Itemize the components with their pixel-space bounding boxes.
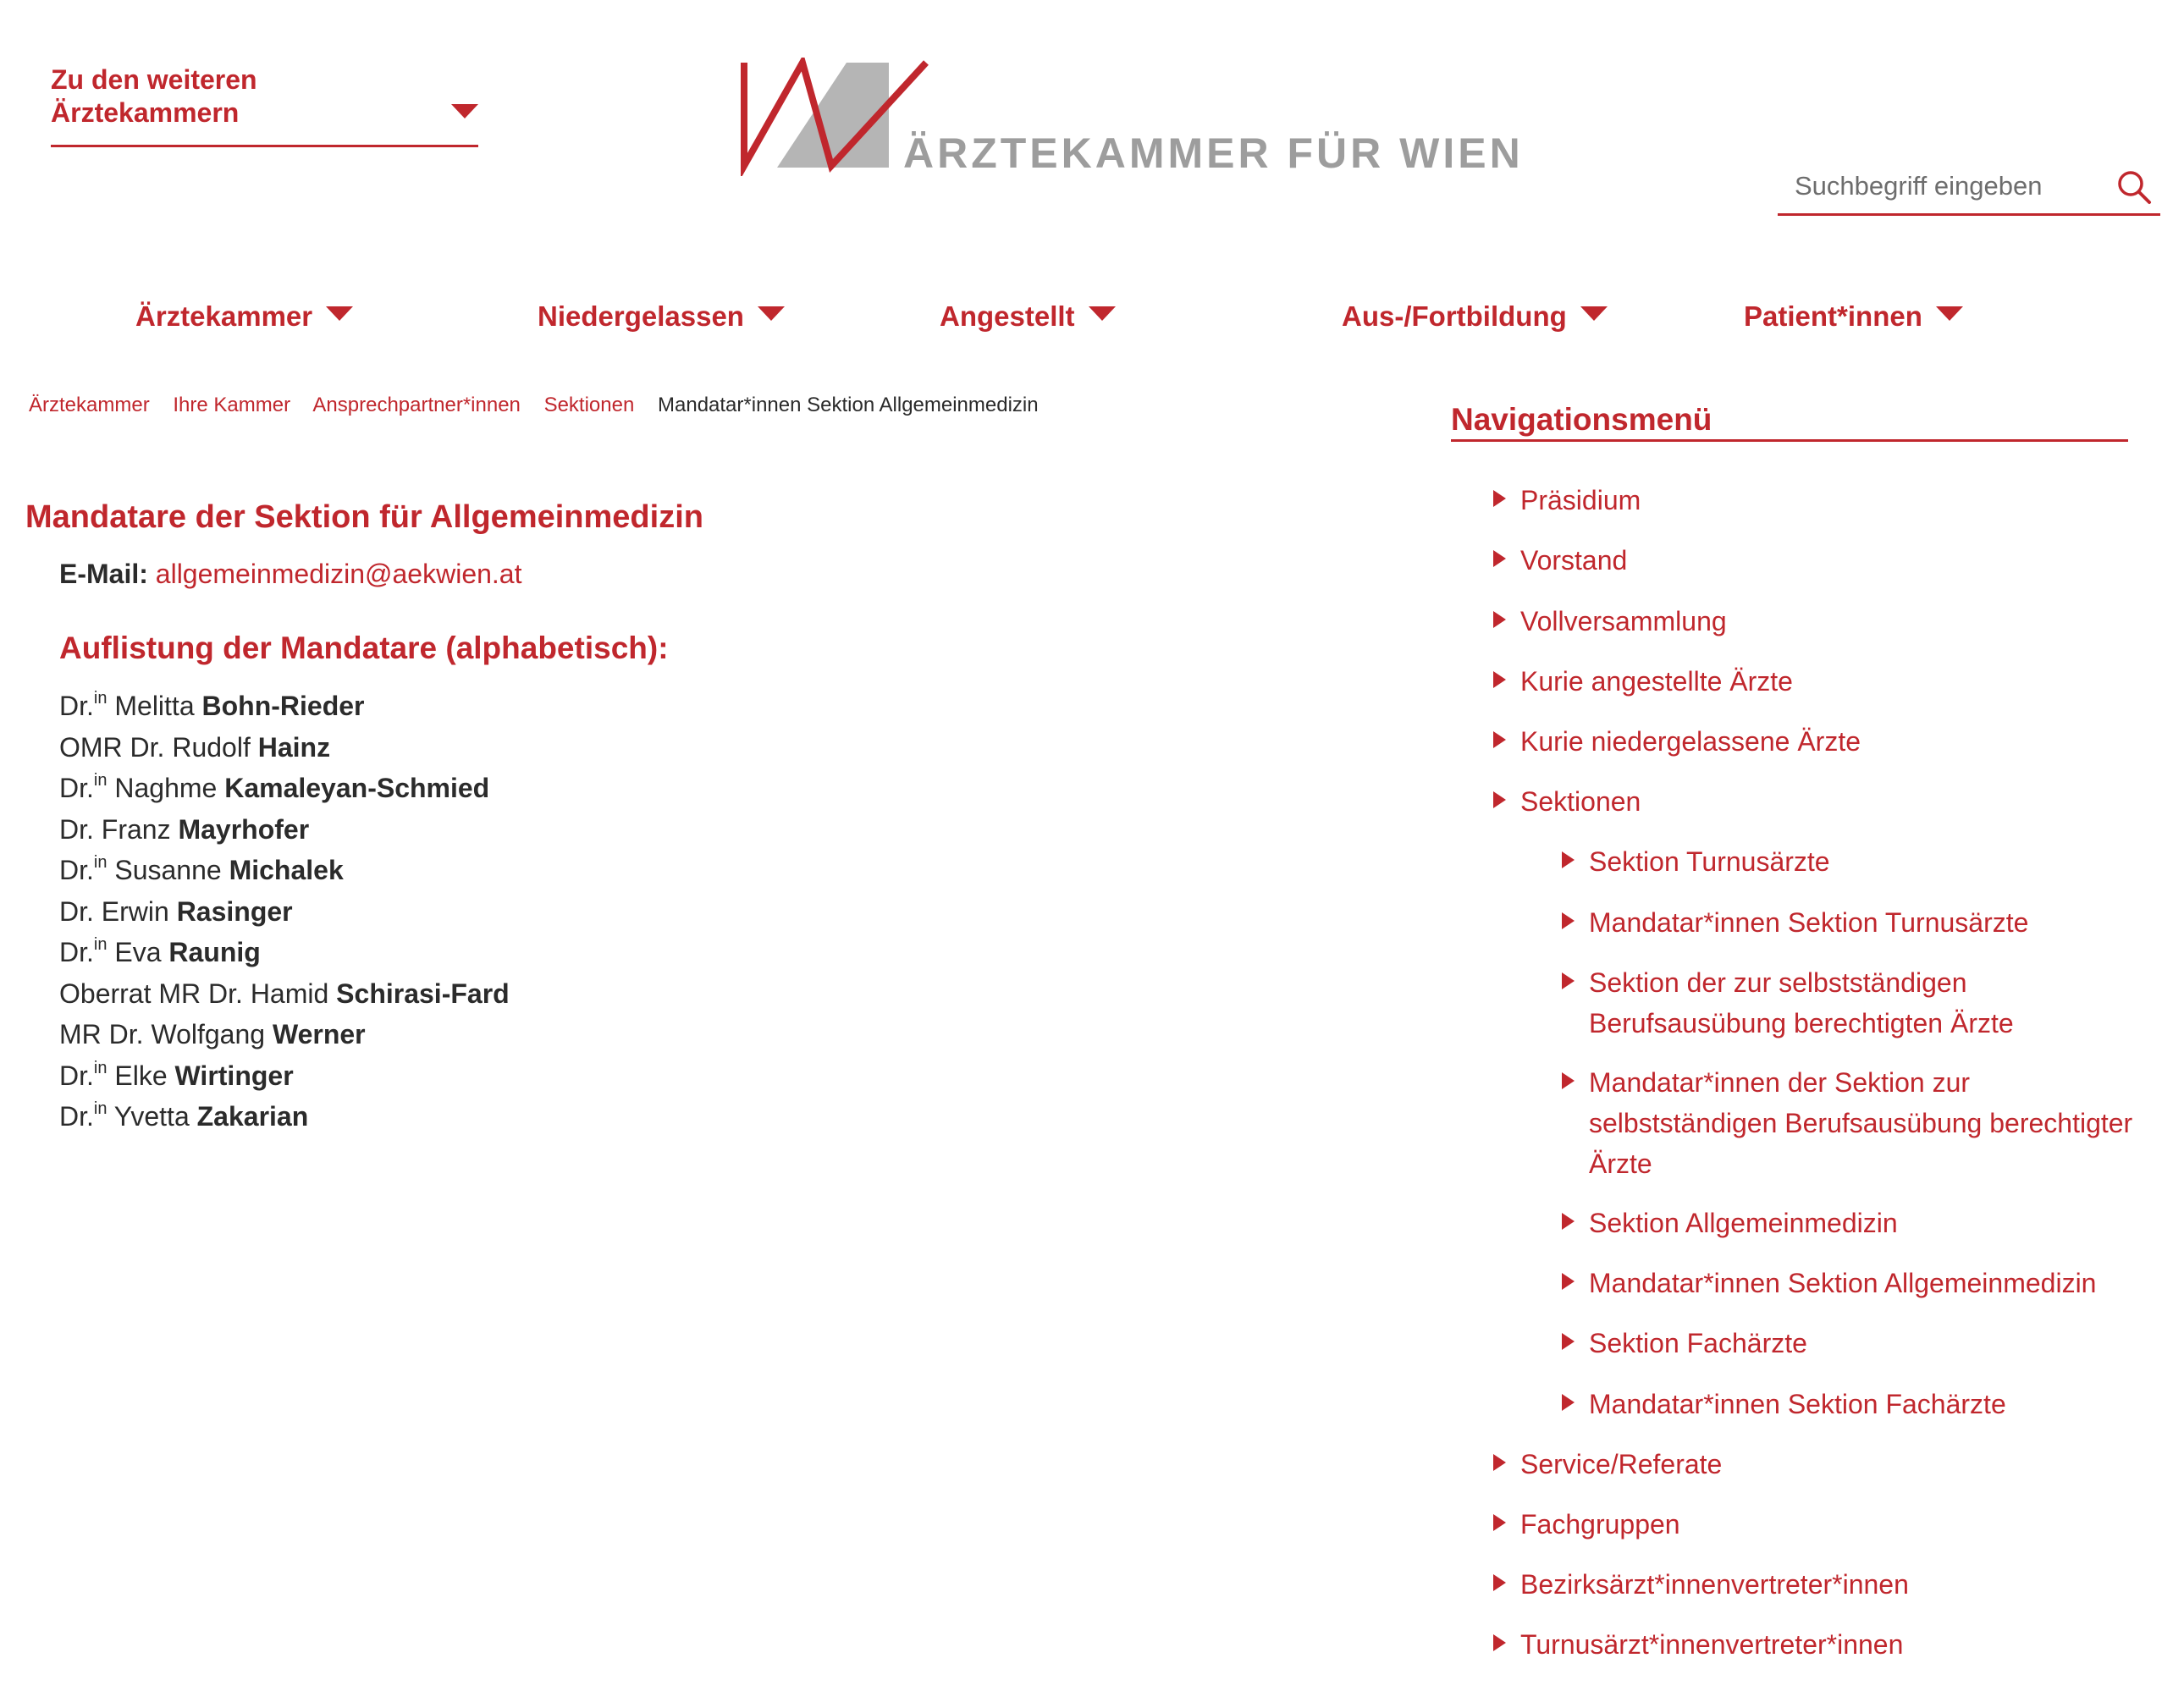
breadcrumb-link-sektionen[interactable]: Sektionen [543,394,635,416]
triangle-right-icon [1562,1333,1575,1350]
triangle-right-icon [1493,550,1506,567]
sidenav-item-sektionen[interactable]: Sektionen [1520,781,1641,822]
nav-item-aus-fortbildung[interactable] [1342,300,1608,341]
chevron-down-icon [1089,306,1116,321]
nav-item-niedergelassen[interactable] [538,300,785,341]
list-item: MR Dr. Wolfgang Werner [59,1019,366,1049]
logo-text: ÄRZTEKAMMER FÜR WIEN [903,129,1524,177]
list-item: Dr.$^{in}$ Naghme Kamaleyan-Schmied [59,771,490,803]
list-item: OMR Dr. Rudolf Hainz [59,731,331,763]
list-item: Dr. Franz Mayrhofer [59,813,310,845]
breadcrumb-link-ansprechpartner[interactable]: Ansprechpartner*innen [312,394,521,416]
list-item: Oberrat MR Dr. Hamid Schirasi-Fard [59,978,510,1009]
list-item: Dr.$^{in}$ Elke Wirtinger [59,1058,294,1091]
breadcrumb-link-aerztekammer[interactable]: Ärztekammer [29,394,150,416]
other-chambers-label: Zu den weiteren Ärztekammern [51,64,257,128]
triangle-right-icon [1562,1213,1575,1230]
breadcrumb-link-ihre-kammer[interactable]: Ihre Kammer [173,394,291,416]
triangle-right-icon [1493,1574,1506,1591]
page-title: Mandatare der Sektion für Allgemeinmedizin [25,499,703,535]
search-icon[interactable] [2116,169,2152,205]
breadcrumb [29,394,1056,417]
nav-item-aerztekammer[interactable] [135,300,353,341]
triangle-right-icon [1493,490,1506,507]
email-link[interactable]: allgemeinmedizin@aekwien.at [155,559,522,589]
sidenav-subitem-mandatare-turnusaerzte[interactable]: Mandatar*innen Sektion Turnusärzte [1589,902,2028,943]
sidenav-item-kurie-angestellte[interactable]: Kurie angestellte Ärzte [1520,661,1793,702]
sidenav-item-fachgruppen[interactable]: Fachgruppen [1520,1504,1680,1545]
sidenav-subitem-mandatare-allgemeinmedizin[interactable]: Mandatar*innen Sektion Allgemeinmedizin [1589,1263,2096,1303]
list-title: Auflistung der Mandatare (alphabetisch): [59,631,669,665]
nav-item-angestellt[interactable] [940,300,1116,341]
search-input[interactable] [1793,161,2101,212]
sidenav-item-turnusaerzte-vertreter[interactable]: Turnusärzt*innenvertreter*innen [1520,1624,1903,1665]
sidenav-subitem-sektion-selbststaendige[interactable]: Sektion der zur selbstständigen Berufsausübung berechtigten Ärzte [1589,962,2063,1044]
sidenav-subitem-mandatare-fachaerzte[interactable]: Mandatar*innen Sektion Fachärzte [1589,1384,2006,1424]
list-item: Dr.$^{in}$ Susanne Michalek [59,853,344,885]
chevron-down-icon [1936,306,1963,321]
sidenav-item-praesidium[interactable]: Präsidium [1520,480,1641,521]
chevron-down-icon [758,306,785,321]
triangle-right-icon [1493,671,1506,688]
triangle-right-icon [1493,611,1506,628]
chevron-down-icon [451,104,478,118]
triangle-right-icon [1562,1394,1575,1411]
sidenav-subitem-sektion-fachaerzte[interactable]: Sektion Fachärzte [1589,1323,1807,1363]
search-box [1778,161,2160,216]
sidenav-item-bezirksaerzte[interactable]: Bezirksärzt*innenvertreter*innen [1520,1564,1909,1605]
nav-item-label: Niedergelassen [538,300,744,332]
sidenav-title: Navigationsmenü [1451,402,2128,442]
triangle-right-icon [1493,791,1506,808]
list-item: Dr.$^{in}$ Yvetta Zakarian [59,1099,309,1132]
sidenav-item-kurie-niedergelassene[interactable]: Kurie niedergelassene Ärzte [1520,721,1861,762]
triangle-right-icon [1493,1454,1506,1471]
chevron-down-icon [1580,306,1608,321]
logo[interactable] [738,58,1524,177]
nav-item-label: Angestellt [940,300,1075,332]
triangle-right-icon [1562,1072,1575,1089]
email-line [59,559,521,590]
triangle-right-icon [1493,1514,1506,1531]
nav-item-label: Aus-/Fortbildung [1342,300,1567,332]
nav-item-label: Ärztekammer [135,300,313,332]
mandatare-list [59,689,510,1141]
sidenav-subitem-sektion-turnusaerzte[interactable]: Sektion Turnusärzte [1589,841,1830,882]
sidenav-subitem-sektion-allgemeinmedizin[interactable]: Sektion Allgemeinmedizin [1589,1203,1898,1243]
other-chambers-dropdown[interactable] [51,63,478,147]
triangle-right-icon [1562,1273,1575,1290]
nav-item-patientinnen[interactable] [1744,300,1963,341]
triangle-right-icon [1562,972,1575,989]
list-item: Dr.$^{in}$ Eva Raunig [59,935,261,967]
breadcrumb-current: Mandatar*innen Sektion Allgemeinmedizin [658,394,1039,416]
list-item: Dr. Erwin Rasinger [59,895,293,927]
email-label: E-Mail: [59,559,148,589]
list-item: Dr.$^{in}$ Melitta Bohn-Rieder [59,689,365,721]
nav-item-label: Patient*innen [1744,300,1922,332]
triangle-right-icon [1562,912,1575,929]
triangle-right-icon [1562,851,1575,868]
sidenav-subitem-mandatare-selbststaendige[interactable]: Mandatar*innen der Sektion zur selbstständigen Berufsausübung berechtigter Ärzte [1589,1062,2165,1184]
sidenav-item-vorstand[interactable]: Vorstand [1520,540,1627,581]
sidenav-item-vollversammlung[interactable]: Vollversammlung [1520,601,1727,642]
triangle-right-icon [1493,731,1506,748]
sidenav-item-service-referate[interactable]: Service/Referate [1520,1444,1722,1484]
chevron-down-icon [326,306,353,321]
triangle-right-icon [1493,1634,1506,1651]
